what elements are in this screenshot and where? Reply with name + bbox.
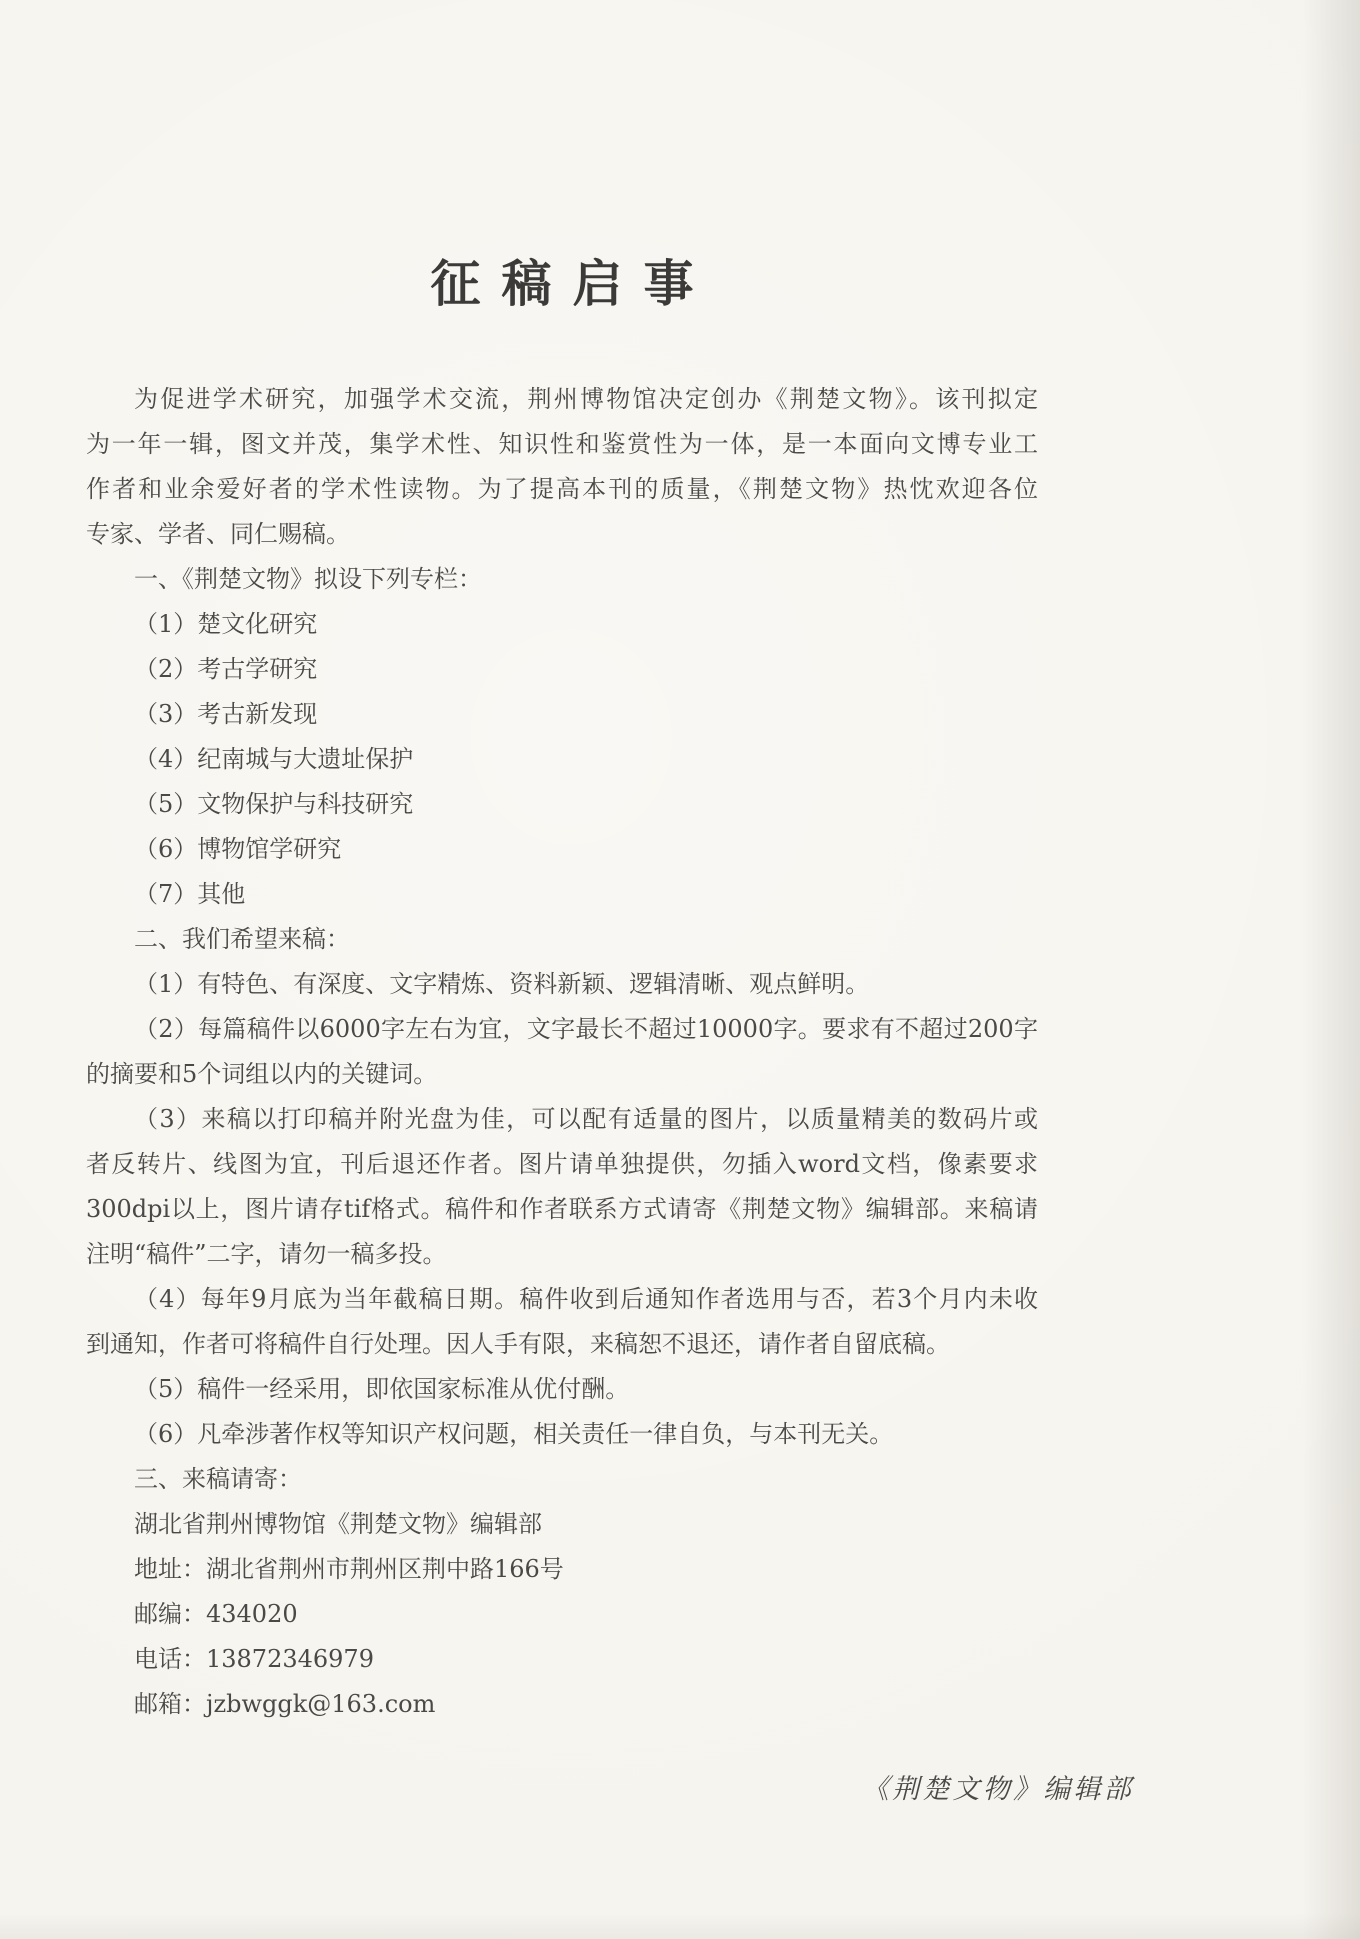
paragraph — [86, 377, 1038, 557]
text-line: （4）每年9月底为当年截稿日期。稿件收到后通知作者选用与否，若3个月内未收 — [134, 1285, 1038, 1313]
document-body — [86, 377, 1038, 1727]
text-line: 地址：湖北省荆州市荆州区荆中路166号 — [134, 1555, 564, 1583]
paragraph — [86, 1502, 1038, 1547]
paragraph — [86, 1547, 1038, 1592]
text-line: 的摘要和5个词组以内的关键词。 — [86, 1060, 438, 1088]
text-line: 为一年一辑，图文并茂，集学术性、知识性和鉴赏性为一体，是一本面向文博专业工 — [86, 430, 1038, 458]
paragraph — [86, 827, 1038, 872]
paragraph — [86, 1097, 1038, 1277]
paragraph — [86, 1592, 1038, 1637]
paragraph — [86, 917, 1038, 962]
text-line: 一、《荆楚文物》拟设下列专栏： — [134, 565, 482, 593]
paragraph — [86, 872, 1038, 917]
paragraph — [86, 1277, 1038, 1367]
paragraph — [86, 1367, 1038, 1412]
text-line: （5）稿件一经采用，即依国家标准从优付酬。 — [134, 1375, 630, 1403]
text-line: 到通知，作者可将稿件自行处理。因人手有限，来稿恕不退还，请作者自留底稿。 — [86, 1330, 950, 1358]
paragraph — [86, 1412, 1038, 1457]
paragraph — [86, 782, 1038, 827]
paragraph — [86, 1637, 1038, 1682]
paragraph — [86, 692, 1038, 737]
text-line: 电话：13872346979 — [134, 1645, 374, 1673]
text-line: （2）每篇稿件以6000字左右为宜，文字最长不超过10000字。要求有不超过200字 — [134, 1015, 1038, 1043]
text-line: （7）其他 — [134, 880, 246, 908]
text-line: （5）文物保护与科技研究 — [134, 790, 414, 818]
text-line: （6）博物馆学研究 — [134, 835, 342, 863]
paragraph — [86, 737, 1038, 782]
text-line: （2）考古学研究 — [134, 655, 318, 683]
text-line: （4）纪南城与大遗址保护 — [134, 745, 414, 773]
paragraph — [86, 1457, 1038, 1502]
paragraph — [86, 647, 1038, 692]
text-line: 专家、学者、同仁赐稿。 — [86, 520, 350, 548]
text-line: （3）考古新发现 — [134, 700, 318, 728]
text-line: 为促进学术研究，加强学术交流，荆州博物馆决定创办《荆楚文物》。该刊拟定 — [134, 385, 1038, 413]
paragraph — [86, 602, 1038, 647]
text-line: 湖北省荆州博物馆《荆楚文物》编辑部 — [134, 1510, 542, 1538]
paragraph — [86, 557, 1038, 602]
text-line: 邮箱：jzbwggk@163.com — [134, 1690, 436, 1718]
text-line: （1）有特色、有深度、文字精炼、资料新颖、逻辑清晰、观点鲜明。 — [134, 970, 870, 998]
text-line: 邮编：434020 — [134, 1600, 298, 1628]
page-title: 征稿启事 — [430, 254, 715, 313]
text-line: 300dpi以上，图片请存tif格式。稿件和作者联系方式请寄《荆楚文物》编辑部。来稿请 — [86, 1195, 1038, 1223]
text-line: （3）来稿以打印稿并附光盘为佳，可以配有适量的图片，以质量精美的数码片或 — [134, 1105, 1038, 1133]
text-line: 注明“稿件”二字，请勿一稿多投。 — [86, 1240, 447, 1268]
text-line: （6）凡牵涉著作权等知识产权问题，相关责任一律自负，与本刊无关。 — [134, 1420, 894, 1448]
paragraph — [86, 962, 1038, 1007]
paragraph — [86, 1682, 1038, 1727]
text-line: 作者和业余爱好者的学术性读物。为了提高本刊的质量，《荆楚文物》热忱欢迎各位 — [86, 475, 1038, 503]
paragraph — [86, 1007, 1038, 1097]
text-line: 二、我们希望来稿： — [134, 925, 350, 953]
text-line: 者反转片、线图为宜，刊后退还作者。图片请单独提供，勿插入word文档，像素要求 — [86, 1150, 1038, 1178]
signature: 《荆楚文物》编辑部 — [861, 1774, 1134, 1805]
text-line: （1）楚文化研究 — [134, 610, 318, 638]
text-line: 三、来稿请寄： — [134, 1465, 302, 1493]
